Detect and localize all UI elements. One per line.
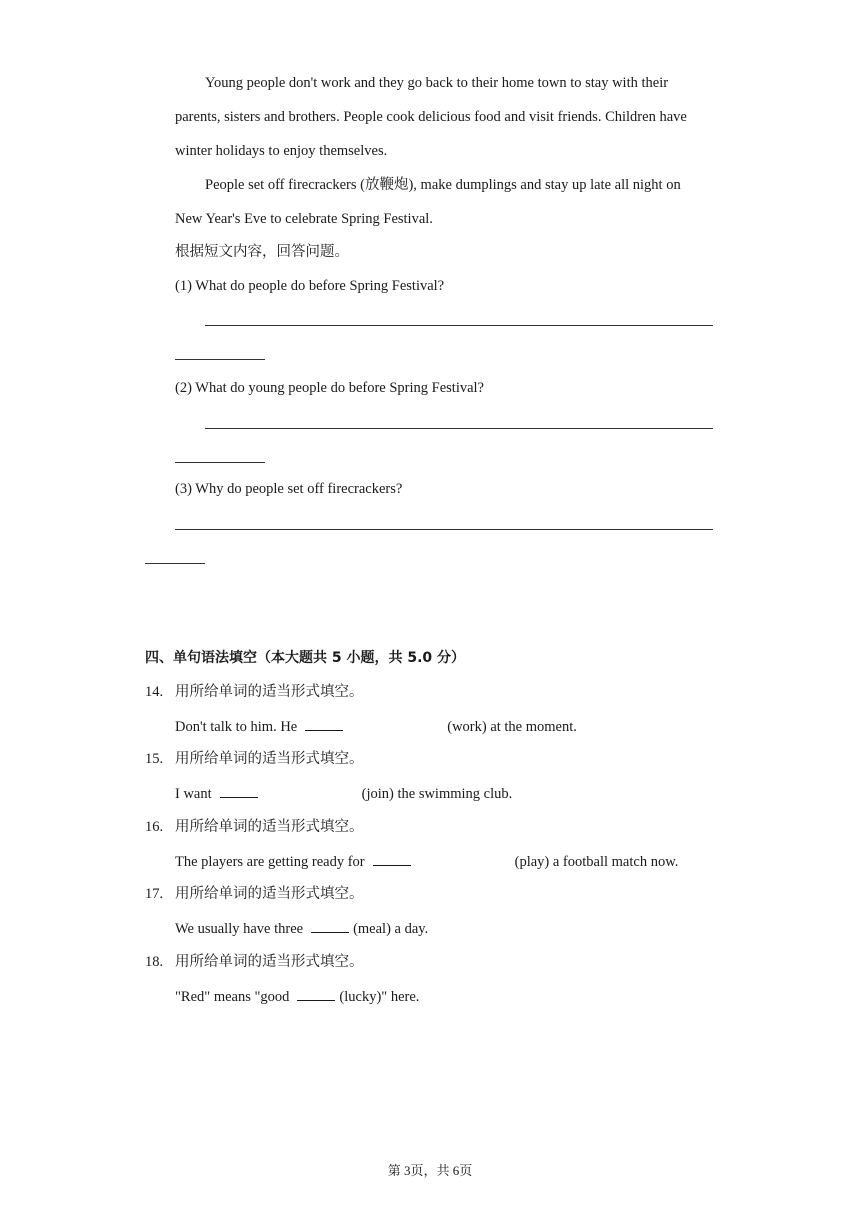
sentence-after: (work) at the moment. (447, 719, 577, 735)
question-text: (2) What do young people do before Spring Festival? (175, 380, 484, 396)
answer-line[interactable] (205, 428, 713, 429)
sentence-before: Don't talk to him. He (175, 719, 298, 735)
item-sentence (175, 918, 428, 939)
sentence-after: (play) a football match now. (514, 854, 679, 870)
sentence-before: "Red" means "good (175, 989, 290, 1005)
item-sentence (175, 716, 577, 737)
answer-line[interactable] (205, 325, 713, 326)
item-instruction: 用所给单词的适当形式填空。 (175, 751, 364, 767)
passage-line: New Year's Eve to celebrate Spring Festival. (175, 211, 433, 227)
sentence-before: I want (175, 786, 212, 802)
reading-instruction: 根据短文内容，回答问题。 (175, 244, 349, 260)
passage-line: parents, sisters and brothers. People cook delicious food and visit friends. Children have (175, 109, 687, 125)
item-number: 15. (145, 751, 164, 767)
answer-line[interactable] (175, 529, 713, 530)
item-instruction: 用所给单词的适当形式填空。 (175, 954, 364, 970)
question-text: (3) Why do people set off firecrackers? (175, 481, 403, 497)
sentence-after: (join) the swimming club. (361, 786, 513, 802)
answer-line-continuation[interactable] (175, 462, 265, 463)
answer-line-continuation[interactable] (175, 359, 265, 360)
answer-blank[interactable] (297, 986, 335, 1001)
answer-blank[interactable] (373, 851, 411, 866)
item-number: 18. (145, 954, 164, 970)
passage-line: winter holidays to enjoy themselves. (175, 143, 388, 159)
answer-blank[interactable] (311, 918, 349, 933)
item-number: 14. (145, 684, 164, 700)
item-sentence (175, 986, 419, 1007)
sentence-after: (lucky)" here. (339, 989, 420, 1005)
passage-line: Young people don't work and they go back to their home town to stay with their (205, 75, 669, 91)
item-instruction: 用所给单词的适当形式填空。 (175, 886, 364, 902)
section-heading: 四、单句语法填空（本大题共 5 小题，共 5.0 分） (145, 650, 466, 666)
item-number: 17. (145, 886, 164, 902)
item-number: 16. (145, 819, 164, 835)
item-instruction: 用所给单词的适当形式填空。 (175, 819, 364, 835)
sentence-before: We usually have three (175, 921, 304, 937)
sentence-after: (meal) a day. (353, 921, 429, 937)
answer-blank[interactable] (305, 716, 343, 731)
page-footer: 第 3页，共 6页 (387, 1163, 473, 1178)
item-sentence (175, 851, 678, 872)
item-sentence (175, 783, 512, 804)
item-instruction: 用所给单词的适当形式填空。 (175, 684, 364, 700)
answer-line-continuation[interactable] (145, 563, 205, 564)
sentence-before: The players are getting ready for (175, 854, 365, 870)
passage-line: People set off firecrackers (放鞭炮), make dumplings and stay up late all night on (205, 177, 681, 193)
question-text: (1) What do people do before Spring Festival? (175, 278, 445, 294)
answer-blank[interactable] (220, 783, 258, 798)
